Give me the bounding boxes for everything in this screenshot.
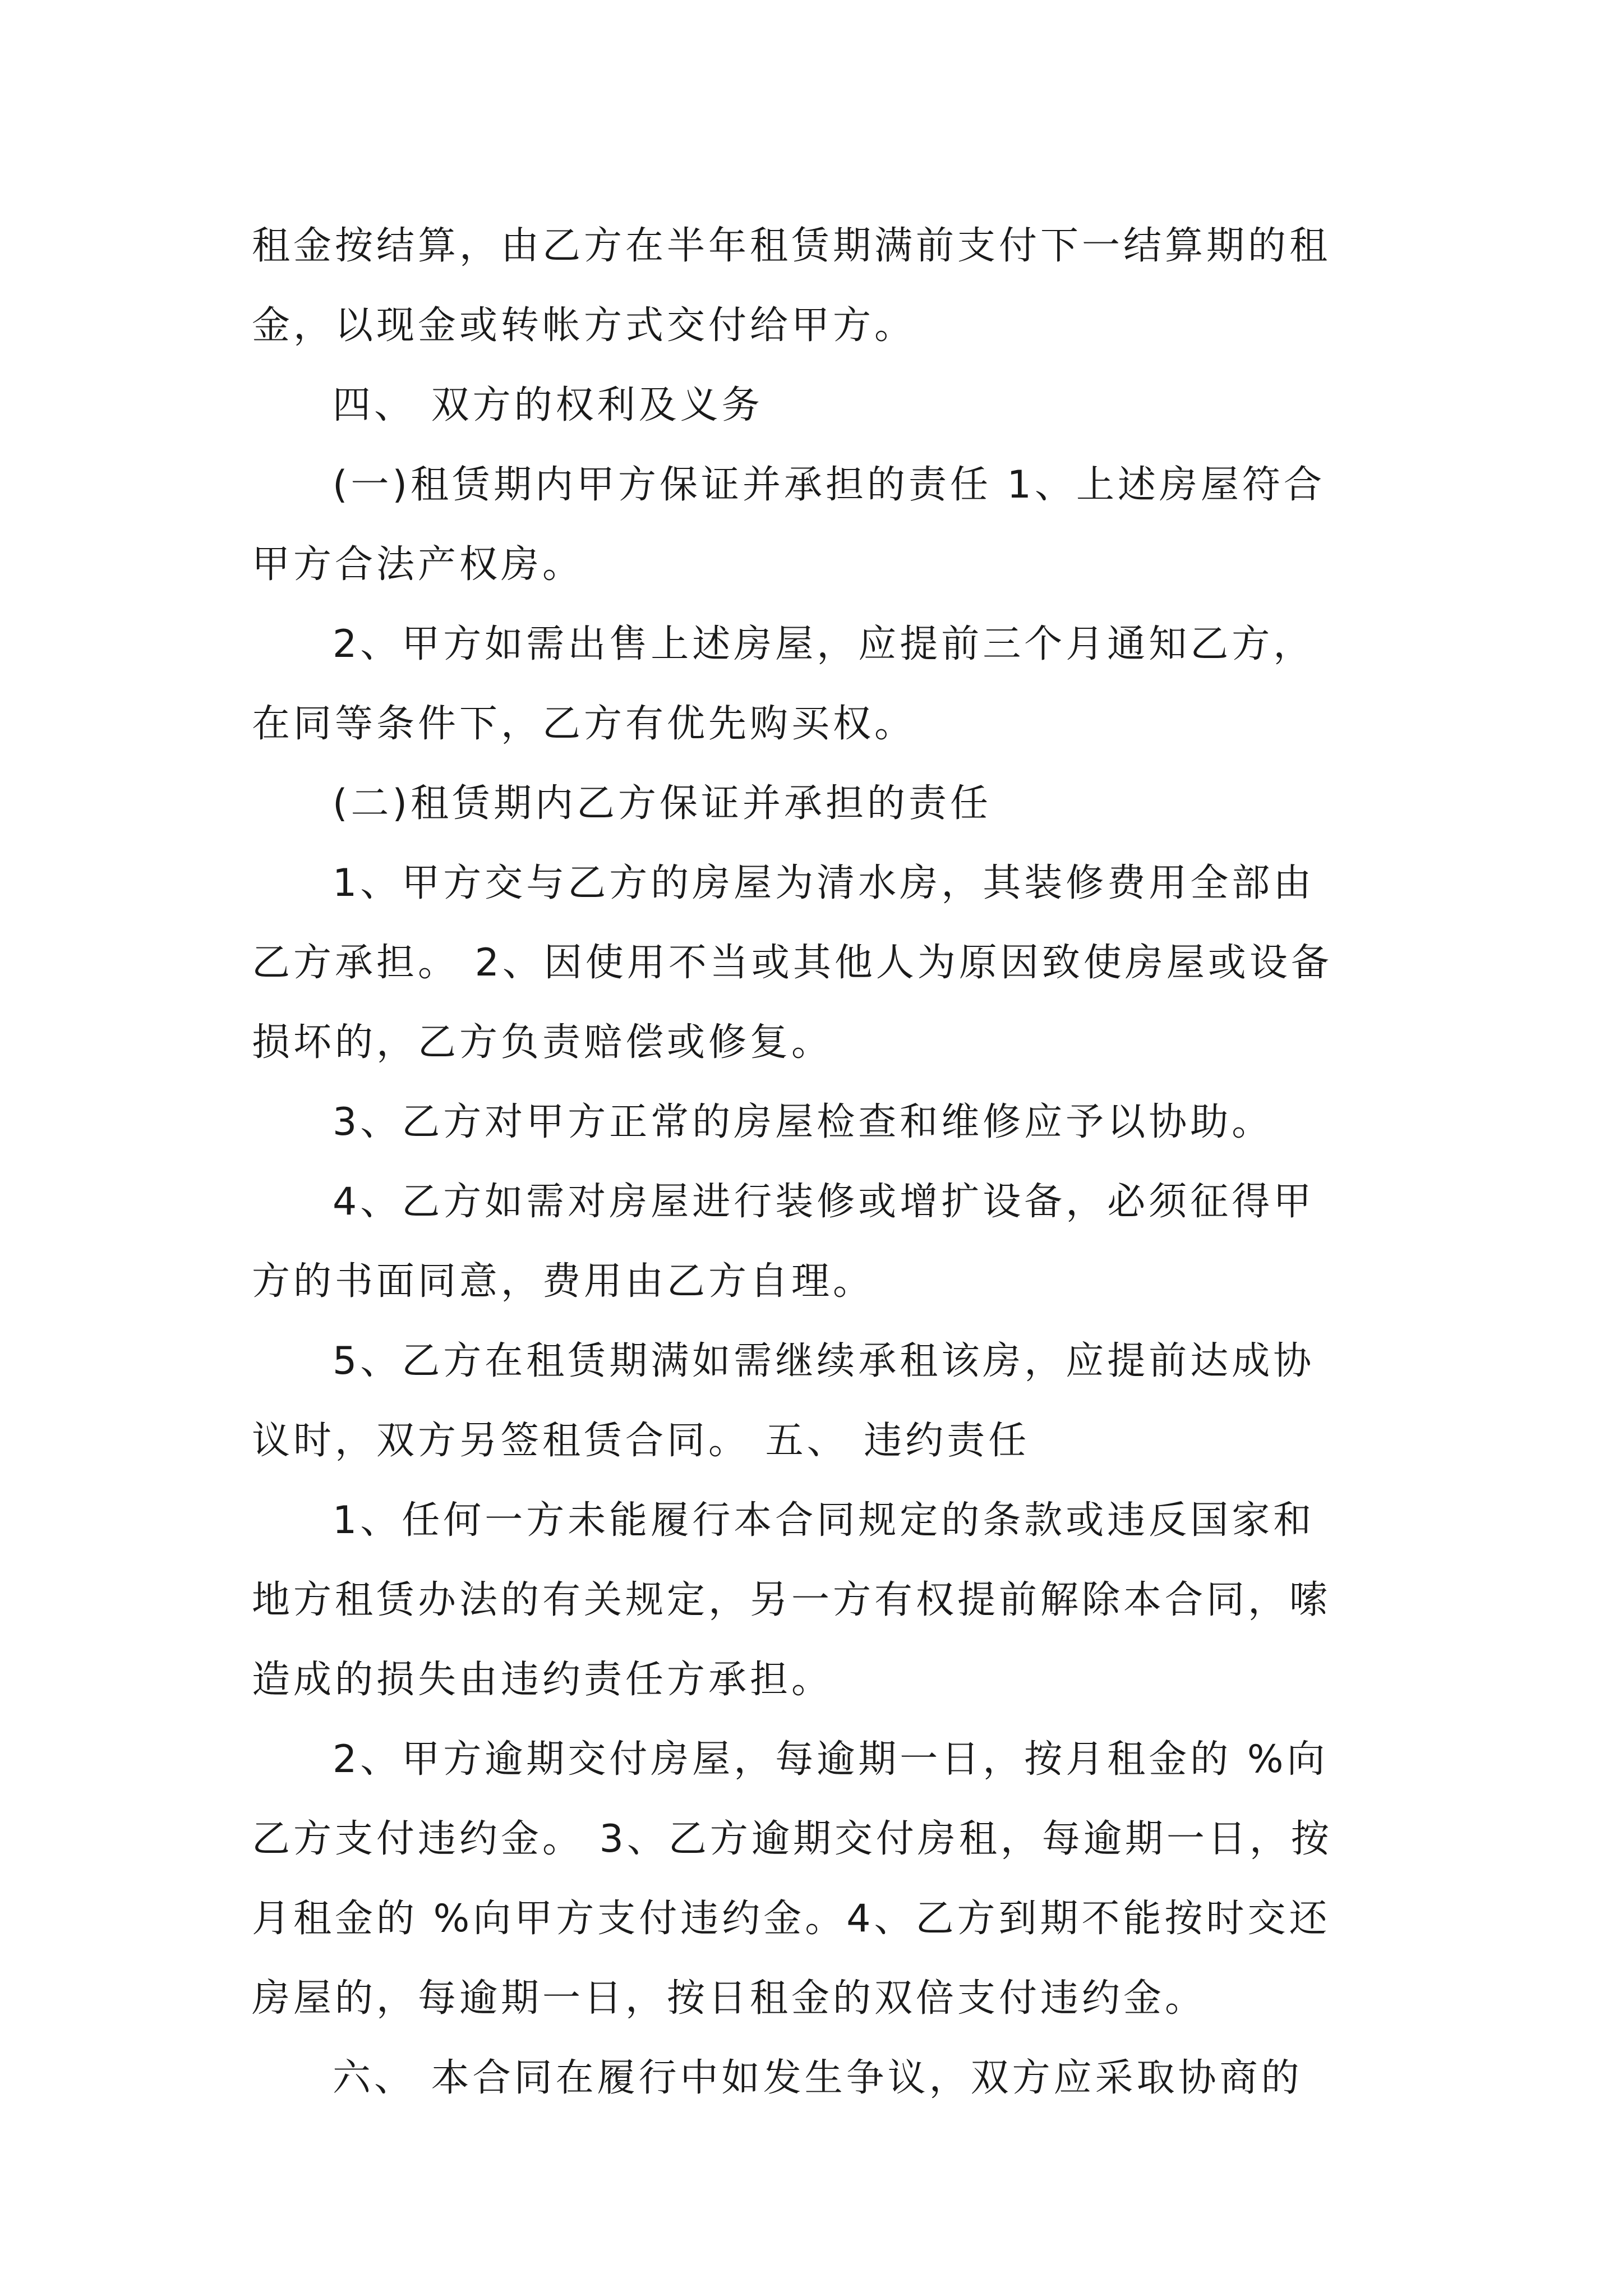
text-line: 租金按结算，由乙方在半年租赁期满前支付下一结算期的租 <box>252 224 1331 268</box>
text-line: 5、乙方在租赁期满如需继续承租该房，应提前达成协 <box>333 1339 1315 1383</box>
text-line: 月租金的 %向甲方支付违约金。4、乙方到期不能按时交还 <box>252 1897 1331 1941</box>
text-line: (一)租赁期内甲方保证并承担的责任 1、上述房屋符合 <box>333 463 1325 507</box>
text-line: 损坏的，乙方负责赔偿或修复。 <box>252 1020 833 1065</box>
text-line: 四、 双方的权利及义务 <box>333 383 763 427</box>
text-line: 议时，双方另签租赁合同。 五、 违约责任 <box>252 1419 1030 1463</box>
text-line: 2、甲方逾期交付房屋，每逾期一日，按月租金的 %向 <box>333 1737 1329 1782</box>
text-line: 1、甲方交与乙方的房屋为清水房，其装修费用全部由 <box>333 861 1315 905</box>
text-line: 房屋的，每逾期一日，按日租金的双倍支付违约金。 <box>252 1976 1207 2021</box>
text-line: (二)租赁期内乙方保证并承担的责任 <box>333 781 992 826</box>
text-line: 2、甲方如需出售上述房屋，应提前三个月通知乙方， <box>333 622 1315 666</box>
text-line: 造成的损失由违约责任方承担。 <box>252 1658 833 1702</box>
text-line: 金，以现金或转帐方式交付给甲方。 <box>252 303 916 348</box>
text-line: 在同等条件下，乙方有优先购买权。 <box>252 702 916 746</box>
text-line: 甲方合法产权房。 <box>252 542 584 587</box>
text-line: 乙方承担。 2、因使用不当或其他人为原因致使房屋或设备 <box>252 941 1332 985</box>
contract-body-text <box>252 206 1372 2118</box>
text-line: 地方租赁办法的有关规定，另一方有权提前解除本合同，嗦 <box>252 1578 1331 1622</box>
text-line: 3、乙方对甲方正常的房屋检查和维修应予以协助。 <box>333 1100 1274 1144</box>
text-line: 方的书面同意，费用由乙方自理。 <box>252 1259 875 1304</box>
text-line: 4、乙方如需对房屋进行装修或增扩设备，必须征得甲 <box>333 1180 1315 1224</box>
text-line: 1、任何一方未能履行本合同规定的条款或违反国家和 <box>333 1498 1315 1543</box>
text-line: 乙方支付违约金。 3、乙方逾期交付房租，每逾期一日，按 <box>252 1817 1332 1861</box>
text-line: 六、 本合同在履行中如发生争议，双方应采取协商的 <box>333 2056 1303 2100</box>
